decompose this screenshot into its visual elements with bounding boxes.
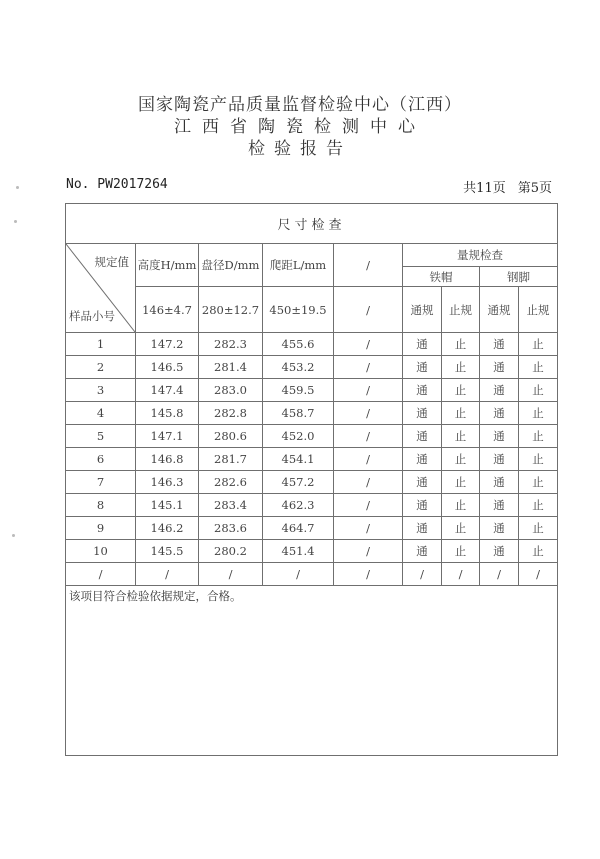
pin-nogo-result-cell: 止 <box>519 517 558 540</box>
diameter-cell: 283.6 <box>199 517 263 540</box>
scan-dot <box>14 220 17 223</box>
cap-group-header: 铁帽 <box>403 267 480 287</box>
provincial-center-name: 江西省陶瓷检测中心 <box>174 117 426 137</box>
sample-number-cell: 9 <box>66 517 136 540</box>
sample-number-cell: 6 <box>66 448 136 471</box>
pin-nogo-result-cell: 止 <box>519 494 558 517</box>
creepage-cell: 452.0 <box>263 425 334 448</box>
total-pages: 共11页 <box>463 181 506 196</box>
diameter-spec: 280±12.7 <box>199 287 263 333</box>
pin-nogo-gauge-header: 止规 <box>519 287 558 333</box>
diameter-cell: 283.4 <box>199 494 263 517</box>
pin-go-result-cell: / <box>480 563 519 586</box>
pin-go-result-cell: 通 <box>480 494 519 517</box>
height-cell: 146.8 <box>136 448 199 471</box>
creepage-cell: 458.7 <box>263 402 334 425</box>
spec-value-label: 规定值 <box>94 255 129 269</box>
cap-go-result-cell: / <box>403 563 442 586</box>
cap-go-result-cell: 通 <box>403 333 442 356</box>
sample-number-cell: 5 <box>66 425 136 448</box>
creepage-spec: 450±19.5 <box>263 287 334 333</box>
cap-nogo-result-cell: 止 <box>442 425 480 448</box>
diameter-cell: 282.3 <box>199 333 263 356</box>
sample-number-cell: 3 <box>66 379 136 402</box>
sample-number-cell: 1 <box>66 333 136 356</box>
blank-cell: / <box>334 356 403 379</box>
creepage-cell: 457.2 <box>263 471 334 494</box>
cap-nogo-result-cell: 止 <box>442 494 480 517</box>
blank-cell: / <box>334 402 403 425</box>
cap-nogo-result-cell: 止 <box>442 402 480 425</box>
creepage-cell: / <box>263 563 334 586</box>
table-row <box>66 356 558 379</box>
conclusion-remark: 该项目符合检验依据规定，合格。 <box>66 586 558 756</box>
cap-go-result-cell: 通 <box>403 379 442 402</box>
sample-number-cell: 10 <box>66 540 136 563</box>
section-title: 尺寸检查 <box>66 204 558 244</box>
creepage-cell: 459.5 <box>263 379 334 402</box>
page-number: 第5页 <box>517 181 552 196</box>
cap-nogo-result-cell: 止 <box>442 517 480 540</box>
height-cell: / <box>136 563 199 586</box>
table-row <box>66 471 558 494</box>
pin-go-gauge-header: 通规 <box>480 287 519 333</box>
pin-go-result-cell: 通 <box>480 402 519 425</box>
report-number: No. PW2017264 <box>66 177 168 192</box>
pin-nogo-result-cell: 止 <box>519 448 558 471</box>
diameter-cell: 282.6 <box>199 471 263 494</box>
cap-go-result-cell: 通 <box>403 517 442 540</box>
cap-go-result-cell: 通 <box>403 425 442 448</box>
sample-number-cell: 7 <box>66 471 136 494</box>
diameter-column-header: 盘径D/mm <box>199 244 263 287</box>
cap-nogo-result-cell: 止 <box>442 333 480 356</box>
scan-dot <box>12 534 15 537</box>
blank-spec: / <box>334 287 403 333</box>
report-header <box>0 94 600 160</box>
table-row <box>66 540 558 563</box>
diameter-cell: 281.7 <box>199 448 263 471</box>
pin-go-result-cell: 通 <box>480 471 519 494</box>
height-cell: 146.5 <box>136 356 199 379</box>
pin-go-result-cell: 通 <box>480 517 519 540</box>
diameter-cell: 282.8 <box>199 402 263 425</box>
pin-nogo-result-cell: 止 <box>519 540 558 563</box>
pin-go-result-cell: 通 <box>480 425 519 448</box>
diameter-cell: 280.6 <box>199 425 263 448</box>
cap-go-result-cell: 通 <box>403 540 442 563</box>
table-row <box>66 425 558 448</box>
creepage-cell: 462.3 <box>263 494 334 517</box>
creepage-cell: 464.7 <box>263 517 334 540</box>
blank-cell: / <box>334 379 403 402</box>
pin-nogo-result-cell: 止 <box>519 333 558 356</box>
cap-nogo-result-cell: 止 <box>442 356 480 379</box>
cap-go-result-cell: 通 <box>403 402 442 425</box>
blank-column-header: / <box>334 244 403 287</box>
table-row <box>66 333 558 356</box>
height-cell: 147.2 <box>136 333 199 356</box>
blank-cell: / <box>334 494 403 517</box>
height-cell: 145.8 <box>136 402 199 425</box>
sample-number-cell: / <box>66 563 136 586</box>
creepage-cell: 453.2 <box>263 356 334 379</box>
height-cell: 147.1 <box>136 425 199 448</box>
height-cell: 145.5 <box>136 540 199 563</box>
table-row <box>66 494 558 517</box>
diameter-cell: 283.0 <box>199 379 263 402</box>
cap-go-gauge-header: 通规 <box>403 287 442 333</box>
dimension-check-table <box>65 203 558 756</box>
pin-nogo-result-cell: 止 <box>519 471 558 494</box>
sample-number-cell: 2 <box>66 356 136 379</box>
blank-cell: / <box>334 540 403 563</box>
blank-cell: / <box>334 448 403 471</box>
height-cell: 145.1 <box>136 494 199 517</box>
cap-nogo-result-cell: 止 <box>442 448 480 471</box>
pin-nogo-result-cell: 止 <box>519 402 558 425</box>
page-indicator <box>463 177 552 196</box>
corner-header-cell <box>66 244 136 333</box>
cap-go-result-cell: 通 <box>403 471 442 494</box>
height-spec: 146±4.7 <box>136 287 199 333</box>
pin-nogo-result-cell: 止 <box>519 356 558 379</box>
creepage-column-header: 爬距L/mm <box>263 244 334 287</box>
pin-go-result-cell: 通 <box>480 448 519 471</box>
pin-nogo-result-cell: 止 <box>519 425 558 448</box>
cap-nogo-result-cell: 止 <box>442 540 480 563</box>
diameter-cell: 281.4 <box>199 356 263 379</box>
gauge-check-header: 量规检查 <box>403 244 558 267</box>
diameter-cell: 280.2 <box>199 540 263 563</box>
table-row <box>66 402 558 425</box>
cap-nogo-gauge-header: 止规 <box>442 287 480 333</box>
blank-cell: / <box>334 425 403 448</box>
creepage-cell: 451.4 <box>263 540 334 563</box>
pin-group-header: 钢脚 <box>480 267 558 287</box>
creepage-cell: 454.1 <box>263 448 334 471</box>
pin-go-result-cell: 通 <box>480 540 519 563</box>
height-cell: 146.3 <box>136 471 199 494</box>
center-name: 国家陶瓷产品质量监督检验中心（江西） <box>138 95 462 115</box>
blank-cell: / <box>334 471 403 494</box>
creepage-cell: 455.6 <box>263 333 334 356</box>
pin-go-result-cell: 通 <box>480 379 519 402</box>
diameter-cell: / <box>199 563 263 586</box>
cap-go-result-cell: 通 <box>403 356 442 379</box>
height-cell: 147.4 <box>136 379 199 402</box>
sample-number-label: 样品小号 <box>69 309 115 323</box>
cap-go-result-cell: 通 <box>403 448 442 471</box>
cap-go-result-cell: 通 <box>403 494 442 517</box>
cap-nogo-result-cell: 止 <box>442 471 480 494</box>
table-row <box>66 379 558 402</box>
pin-nogo-result-cell: 止 <box>519 379 558 402</box>
blank-cell: / <box>334 563 403 586</box>
sample-number-cell: 8 <box>66 494 136 517</box>
pin-go-result-cell: 通 <box>480 356 519 379</box>
cap-nogo-result-cell: 止 <box>442 379 480 402</box>
blank-cell: / <box>334 517 403 540</box>
height-column-header: 高度H/mm <box>136 244 199 287</box>
sample-number-cell: 4 <box>66 402 136 425</box>
height-cell: 146.2 <box>136 517 199 540</box>
pin-go-result-cell: 通 <box>480 333 519 356</box>
table-row <box>66 563 558 586</box>
scan-dot <box>16 186 19 189</box>
pin-nogo-result-cell: / <box>519 563 558 586</box>
table-row <box>66 448 558 471</box>
cap-nogo-result-cell: / <box>442 563 480 586</box>
table-row <box>66 517 558 540</box>
blank-cell: / <box>334 333 403 356</box>
report-title: 检验报告 <box>248 139 352 159</box>
